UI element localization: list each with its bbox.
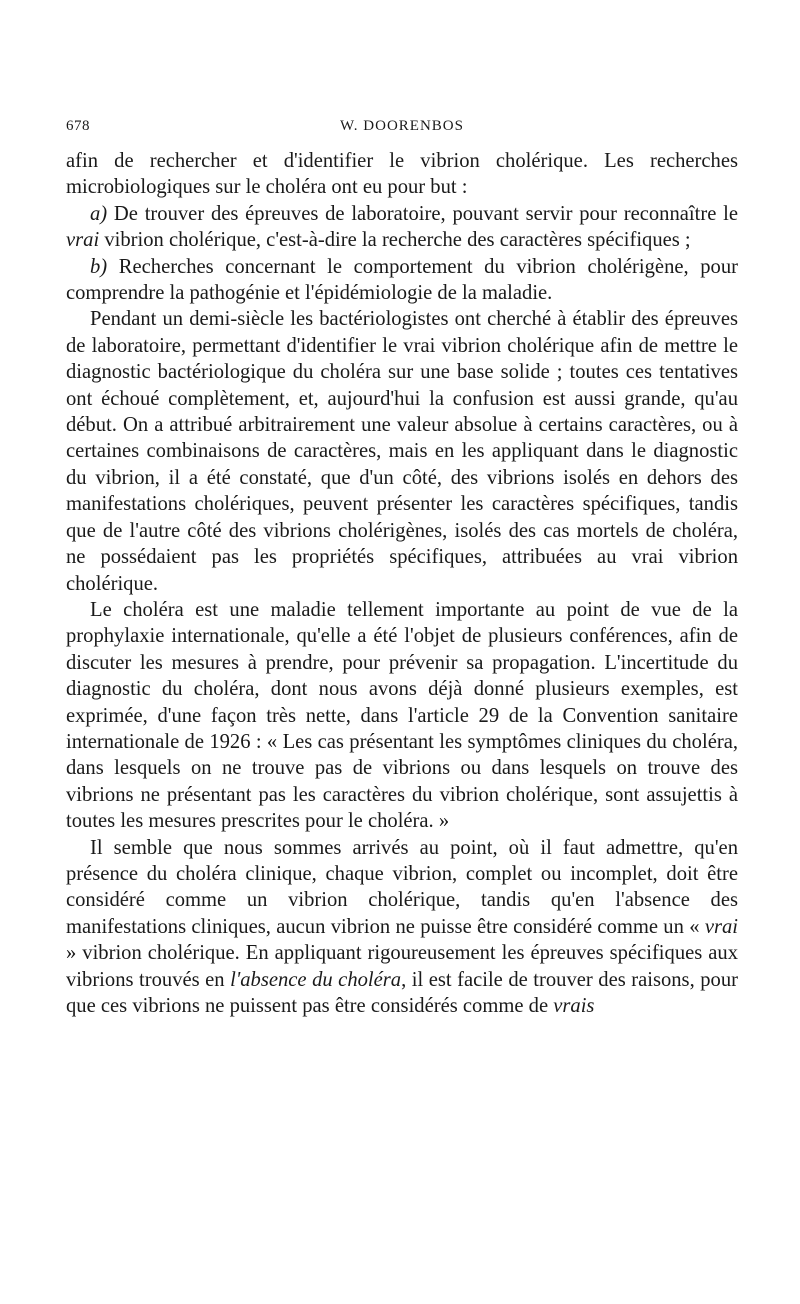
paragraph-1: afin de rechercher et d'identifier le vibrion cholérique. Les recherches microbiologiques sur le choléra ont eu pour but : [66,150,738,199]
paragraph-4-italic-2: l'absence du choléra [230,968,402,991]
list-item-b-text: Recherches concernant le comportement du vibrion cholérigène, pour comprendre la pathogénie et l'épidémiologie de la maladie. [66,255,738,305]
list-marker-a: a) [90,202,108,225]
paragraph-4-italic-1: vrai [704,915,738,938]
document-page [66,118,738,1019]
list-item-a-italic: vrai [66,229,100,252]
paragraph-4 [66,835,738,1020]
paragraph-4-text-2: » vibrion cholérique. En appliquant rigoureusement les épreuves spécifiques aux vibrions trouvés en [66,942,738,991]
paragraph-list-item-a [66,201,738,254]
list-marker-b: b) [90,255,108,278]
page-number: 678 [66,118,90,134]
body-text [66,148,738,1019]
running-head: W. DOORENBOS [340,118,464,134]
page-header [66,118,738,148]
paragraph-3: Le choléra est une maladie tellement importante au point de vue de la prophylaxie internationale, qu'elle a été l'objet de plusieurs conférences, afin de discuter les mesures à prendre, pour prévenir sa propagation. L'incertitude du diagnostic du choléra, dont nous avons déjà donné plusieurs exemples, est exprimée, d'une façon très nette, dans l'article 29 de la Convention sanitaire internationale de 1926 : « Les cas présentant les symptômes cliniques du choléra, dans lesquels on ne trouve pas de vibrions ou dans lesquels on trouve des vibrions ne présentant pas les caractères du vibrion cholérique, sont assujettis à toutes les mesures prescrites pour le choléra. » [66,598,738,833]
paragraph-4-text-3: , il est facile de trouver des raisons, pour que ces vibrions ne puissent pas être considérés comme de [66,968,738,1017]
paragraph-4-italic-3: vrais [553,995,595,1017]
paragraph-4-text-1: Il semble que nous sommes arrivés au point, où il faut admettre, qu'en présence du choléra clinique, chaque vibrion, complet ou incomplet, doit être considéré comme un vibrion cholérique, tandis qu'en l'absence des manifestations cliniques, aucun vibrion ne puisse être considéré comme un « [66,836,738,938]
paragraph-list-item-b [66,254,738,307]
list-item-a-text-2: vibrion cholérique, c'est-à-dire la recherche des caractères spécifiques ; [99,229,691,252]
paragraph-2: Pendant un demi-siècle les bactériologistes ont cherché à établir des épreuves de laboratoire, permettant d'identifier le vrai vibrion cholérique afin de mettre le diagnostic bactériologique du choléra sur une base solide ; toutes ces tentatives ont échoué complètement, et, aujourd'hui la confusion est aussi grande, qu'au début. On a attribué arbitrairement une valeur absolue à certains caractères, ou à certaines combinaisons de caractères, mais en les appliquant dans le diagnostic du vibrion, il a été constaté, que d'un côté, des vibrions isolés en dehors des manifestations cholériques, peuvent présenter les caractères spécifiques, tandis que de l'autre côté des vibrions cholérigènes, isolés des cas mortels de choléra, ne possédaient pas les propriétés spécifiques, attribuées au vrai vibrion cholérique. [66,308,738,595]
list-item-a-text-1: De trouver des épreuves de laboratoire, pouvant servir pour reconnaître le [107,202,738,225]
